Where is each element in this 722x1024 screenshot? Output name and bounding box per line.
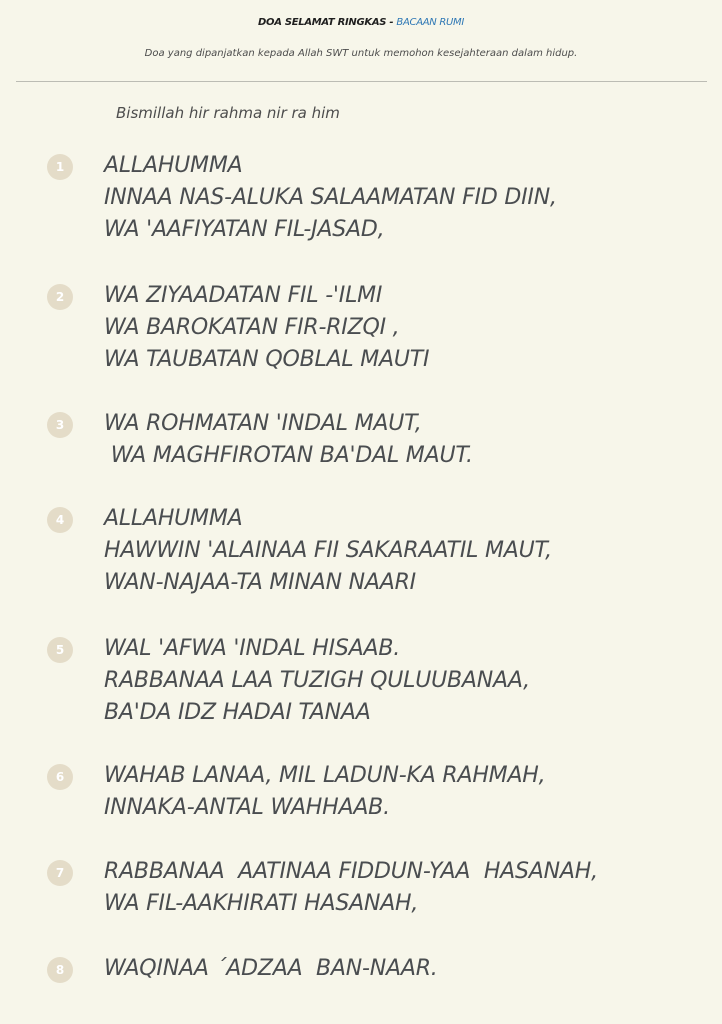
header-divider — [16, 81, 707, 82]
verse-number-badge: 3 — [47, 412, 73, 438]
title-main: DOA SELAMAT RINGKAS - — [258, 17, 397, 28]
verse-line: ALLAHUMMA — [104, 506, 243, 531]
verse-line: WAL 'AFWA 'INDAL HISAAB. — [104, 636, 401, 661]
verse-line: ALLAHUMMA — [104, 153, 243, 178]
verse-number-badge: 6 — [47, 764, 73, 790]
title-accent: BACAAN RUMI — [396, 17, 464, 28]
verse-line: WA TAUBATAN QOBLAL MAUTI — [104, 347, 430, 372]
verse-line: WA ZIYAADATAN FIL -'ILMI — [104, 283, 383, 308]
verse-line: BA'DA IDZ HADAI TANAA — [104, 700, 371, 725]
verse-line: WAN-NAJAA-TA MINAN NAARI — [104, 570, 416, 595]
page-title — [0, 17, 722, 28]
bismillah-text: Bismillah hir rahma nir ra him — [116, 104, 340, 122]
verse-line: WA BAROKATAN FIR-RIZQI , — [104, 315, 400, 340]
verse-number-badge: 4 — [47, 507, 73, 533]
verse-line: RABBANAA AATINAA FIDDUN-YAA HASANAH, — [104, 859, 598, 884]
verse-number-badge: 5 — [47, 637, 73, 663]
page-subtitle: Doa yang dipanjatkan kepada Allah SWT untuk memohon kesejahteraan dalam hidup. — [144, 48, 578, 59]
verse-line: WAQINAA ´ADZAA BAN-NAAR. — [104, 956, 438, 981]
verse-number-badge: 1 — [47, 154, 73, 180]
verse-line: WA ROHMATAN 'INDAL MAUT, — [104, 411, 422, 436]
verse-number-badge: 7 — [47, 860, 73, 886]
verse-number-badge: 2 — [47, 284, 73, 310]
verse-line: WA FIL-AAKHIRATI HASANAH, — [104, 891, 419, 916]
verse-line: WA 'AAFIYATAN FIL-JASAD, — [104, 217, 385, 242]
verse-number-badge: 8 — [47, 957, 73, 983]
verse-line: INNAA NAS-ALUKA SALAAMATAN FID DIIN, — [104, 185, 557, 210]
verse-line: INNAKA-ANTAL WAHHAAB. — [104, 795, 390, 820]
verse-line: RABBANAA LAA TUZIGH QULUUBANAA, — [104, 668, 530, 693]
verse-line: WAHAB LANAA, MIL LADUN-KA RAHMAH, — [104, 763, 546, 788]
verse-line: HAWWIN 'ALAINAA FII SAKARAATIL MAUT, — [104, 538, 552, 563]
verse-line: WA MAGHFIROTAN BA'DAL MAUT. — [104, 443, 473, 468]
